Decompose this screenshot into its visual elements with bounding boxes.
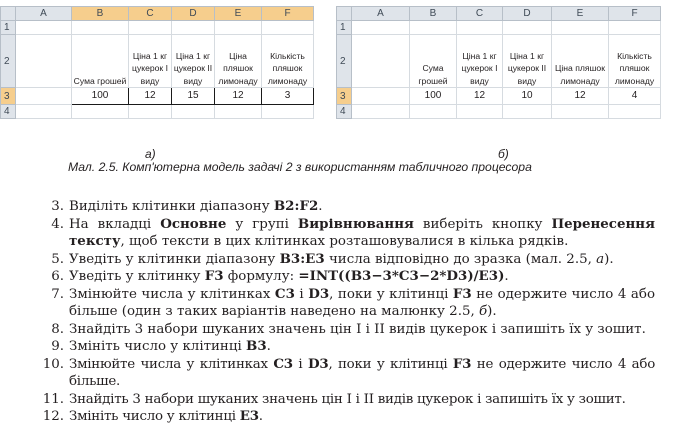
row-header-3[interactable]: 3 xyxy=(1,88,16,105)
column-header-b[interactable]: B xyxy=(72,7,129,21)
text-run: Змінюйте числа у клітинках xyxy=(69,286,275,302)
cell-e3[interactable]: 12 xyxy=(552,88,609,105)
cell-d2[interactable]: Ціна 1 кг цукерок II виду xyxy=(172,35,215,88)
column-header-e[interactable]: E xyxy=(552,7,609,21)
step-item xyxy=(0,198,673,216)
column-header-e[interactable]: E xyxy=(215,7,262,21)
step-number: 8. xyxy=(51,321,64,337)
cell-e4[interactable] xyxy=(552,105,609,119)
cell-e1[interactable] xyxy=(215,21,262,35)
step-text xyxy=(69,269,509,284)
bold-term: D3 xyxy=(308,355,329,372)
figure-label-b: б) xyxy=(498,147,509,161)
column-header-c[interactable]: C xyxy=(457,7,503,21)
cell-b4[interactable] xyxy=(410,105,457,119)
column-header-d[interactable]: D xyxy=(503,7,552,21)
cell-f4[interactable] xyxy=(262,105,314,119)
row-header-4[interactable]: 4 xyxy=(1,105,16,119)
text-run: ). xyxy=(604,251,614,267)
cell-f4[interactable] xyxy=(609,105,661,119)
cell-c4[interactable] xyxy=(129,105,172,119)
cell-a3[interactable] xyxy=(16,88,72,105)
spreadsheet-b xyxy=(336,6,661,119)
cell-c2[interactable]: Ціна 1 кг цукерок I виду xyxy=(129,35,172,88)
bold-term: C3 xyxy=(274,285,295,302)
cell-e3[interactable]: 12 xyxy=(215,88,262,105)
text-run: Змініть число у клітинці xyxy=(69,409,240,424)
cell-e4[interactable] xyxy=(215,105,262,119)
text-run: виберіть кнопку xyxy=(413,216,552,232)
cell-f3[interactable]: 4 xyxy=(609,88,661,105)
text-run: не одержите число 4 або більше (один з таких варіантів наведено на малюнку 2.5, xyxy=(69,286,656,319)
text-run: , щоб тексти в цих клітинках розташовувалися в кілька рядків. xyxy=(120,234,569,249)
corner-cell[interactable] xyxy=(337,7,352,21)
cell-d4[interactable] xyxy=(172,105,215,119)
step-item xyxy=(0,391,673,409)
cell-b2[interactable]: Сума грошей xyxy=(410,35,457,88)
bold-term: F3 xyxy=(204,268,224,284)
bold-term: B2:F2 xyxy=(273,198,319,214)
bold-term: F3 xyxy=(452,355,472,372)
step-item xyxy=(0,286,673,321)
text-run: . xyxy=(504,269,509,284)
step-item xyxy=(0,408,673,426)
bold-term: =INT((B3−3*C3−2*D3)/E3) xyxy=(298,268,505,284)
italic-ref: а xyxy=(596,251,605,267)
cell-b3[interactable]: 100 xyxy=(72,88,129,105)
step-number: 9. xyxy=(51,339,64,354)
cell-a3[interactable] xyxy=(352,88,410,105)
text-run: Уведіть у клітинку xyxy=(69,269,205,284)
step-item xyxy=(0,251,673,269)
text-run: Змініть число у клітинці xyxy=(69,339,247,354)
cell-e2[interactable]: Ціна пляшок лимонаду xyxy=(215,35,262,88)
corner-cell[interactable] xyxy=(1,7,16,21)
cell-a1[interactable] xyxy=(352,21,410,35)
step-text xyxy=(69,357,655,390)
step-text xyxy=(69,199,323,214)
cell-c4[interactable] xyxy=(457,105,503,119)
text-run: , поки у клітинці xyxy=(329,286,453,302)
text-run: . xyxy=(266,339,271,354)
cell-c1[interactable] xyxy=(457,21,503,35)
step-text xyxy=(69,287,655,320)
text-run: числа відповідно до зразка (мал. 2.5, xyxy=(324,251,597,267)
cell-c2[interactable]: Ціна 1 кг цукерок I виду xyxy=(457,35,503,88)
cell-b1[interactable] xyxy=(410,21,457,35)
cell-d4[interactable] xyxy=(503,105,552,119)
step-item xyxy=(0,356,673,391)
cell-a4[interactable] xyxy=(352,105,410,119)
text-run: і xyxy=(292,356,308,372)
text-run: Знайдіть 3 набори шуканих значень цін I і II видів цукерок і запишіть їх у зошит. xyxy=(69,321,646,337)
step-number: 10. xyxy=(42,356,64,372)
cell-d3[interactable]: 15 xyxy=(172,88,215,105)
step-text xyxy=(69,392,626,407)
italic-ref: б xyxy=(478,304,488,319)
cell-d1[interactable] xyxy=(503,21,552,35)
cell-b2[interactable]: Сума грошей xyxy=(72,35,129,88)
text-run: , поки у клітинці xyxy=(328,356,453,372)
cell-b1[interactable] xyxy=(72,21,129,35)
instruction-list xyxy=(0,198,673,426)
column-header-a[interactable]: A xyxy=(352,7,410,21)
text-run: формулу: xyxy=(223,269,299,284)
bold-term: Перенесення тексту xyxy=(69,215,655,249)
bold-term: C3 xyxy=(273,355,293,372)
cell-f3[interactable]: 3 xyxy=(262,88,314,105)
row-header-4[interactable]: 4 xyxy=(337,105,352,119)
cell-a4[interactable] xyxy=(16,105,72,119)
cell-d1[interactable] xyxy=(172,21,215,35)
text-run: . xyxy=(318,199,323,214)
step-item xyxy=(0,321,673,339)
column-header-c[interactable]: C xyxy=(129,7,172,21)
cell-a2[interactable] xyxy=(16,35,72,88)
bold-term: Вирівнювання xyxy=(297,215,414,232)
step-number: 5. xyxy=(51,251,64,267)
step-text xyxy=(69,409,263,424)
cell-f2[interactable]: Кількість пляшок лимонаду xyxy=(609,35,661,88)
column-header-b[interactable]: B xyxy=(410,7,457,21)
column-header-a[interactable]: A xyxy=(16,7,72,21)
text-run: і xyxy=(294,286,309,302)
bold-term: Основне xyxy=(160,215,227,232)
cell-f2[interactable]: Кількість пляшок лимонаду xyxy=(262,35,314,88)
bold-term: D3 xyxy=(308,285,330,302)
step-text xyxy=(69,252,614,267)
step-text xyxy=(69,217,655,250)
row-header-3[interactable]: 3 xyxy=(337,88,352,105)
figure-caption: Мал. 2.5. Комп'ютерна модель задачі 2 з використанням табличного процесора xyxy=(68,160,532,174)
cell-c1[interactable] xyxy=(129,21,172,35)
bold-term: E3 xyxy=(239,408,259,424)
text-run: На вкладці xyxy=(69,216,161,232)
step-item xyxy=(0,216,673,251)
cell-a2[interactable] xyxy=(352,35,410,88)
step-item xyxy=(0,338,673,356)
text-run: Виділіть клітинки діапазону xyxy=(69,199,274,214)
column-header-f[interactable]: F xyxy=(609,7,661,21)
cell-c3[interactable]: 12 xyxy=(457,88,503,105)
bold-term: F3 xyxy=(452,285,472,302)
text-run: . xyxy=(258,409,263,424)
step-text xyxy=(69,339,271,354)
row-header-1[interactable]: 1 xyxy=(1,21,16,35)
cell-f1[interactable] xyxy=(609,21,661,35)
step-number: 6. xyxy=(51,269,64,284)
cell-e1[interactable] xyxy=(552,21,609,35)
cell-f1[interactable] xyxy=(262,21,314,35)
column-header-f[interactable]: F xyxy=(262,7,314,21)
step-number: 4. xyxy=(51,216,64,232)
step-item xyxy=(0,268,673,286)
cell-c3[interactable]: 12 xyxy=(129,88,172,105)
row-header-1[interactable]: 1 xyxy=(337,21,352,35)
cell-b4[interactable] xyxy=(72,105,129,119)
step-number: 11. xyxy=(42,391,64,407)
text-run: не одержите число 4 або більше. xyxy=(69,356,656,389)
cell-d2[interactable]: Ціна 1 кг цукерок II виду xyxy=(503,35,552,88)
cell-d3[interactable]: 10 xyxy=(503,88,552,105)
row-header-2[interactable]: 2 xyxy=(337,35,352,88)
text-run: у групі xyxy=(226,216,298,232)
step-number: 3. xyxy=(51,199,64,214)
spreadsheet-a xyxy=(0,6,314,119)
text-run: Уведіть у клітинки діапазону xyxy=(69,251,280,267)
step-number: 7. xyxy=(51,286,64,302)
text-run: Змінюйте числа у клітинках xyxy=(69,356,274,372)
cell-b3[interactable]: 100 xyxy=(410,88,457,105)
cell-e2[interactable]: Ціна пляшок лимонаду xyxy=(552,35,609,88)
cell-a1[interactable] xyxy=(16,21,72,35)
figure-label-a: а) xyxy=(145,147,156,161)
row-header-2[interactable]: 2 xyxy=(1,35,16,88)
text-run: Знайдіть 3 набори шуканих значень цін I і II видів цукерок і запишіть їх у зошит. xyxy=(69,391,626,407)
bold-term: B3 xyxy=(246,338,267,354)
column-header-d[interactable]: D xyxy=(172,7,215,21)
step-number: 12. xyxy=(42,409,64,424)
bold-term: B3:E3 xyxy=(279,250,325,267)
text-run: ). xyxy=(487,304,497,319)
step-text xyxy=(69,322,646,337)
